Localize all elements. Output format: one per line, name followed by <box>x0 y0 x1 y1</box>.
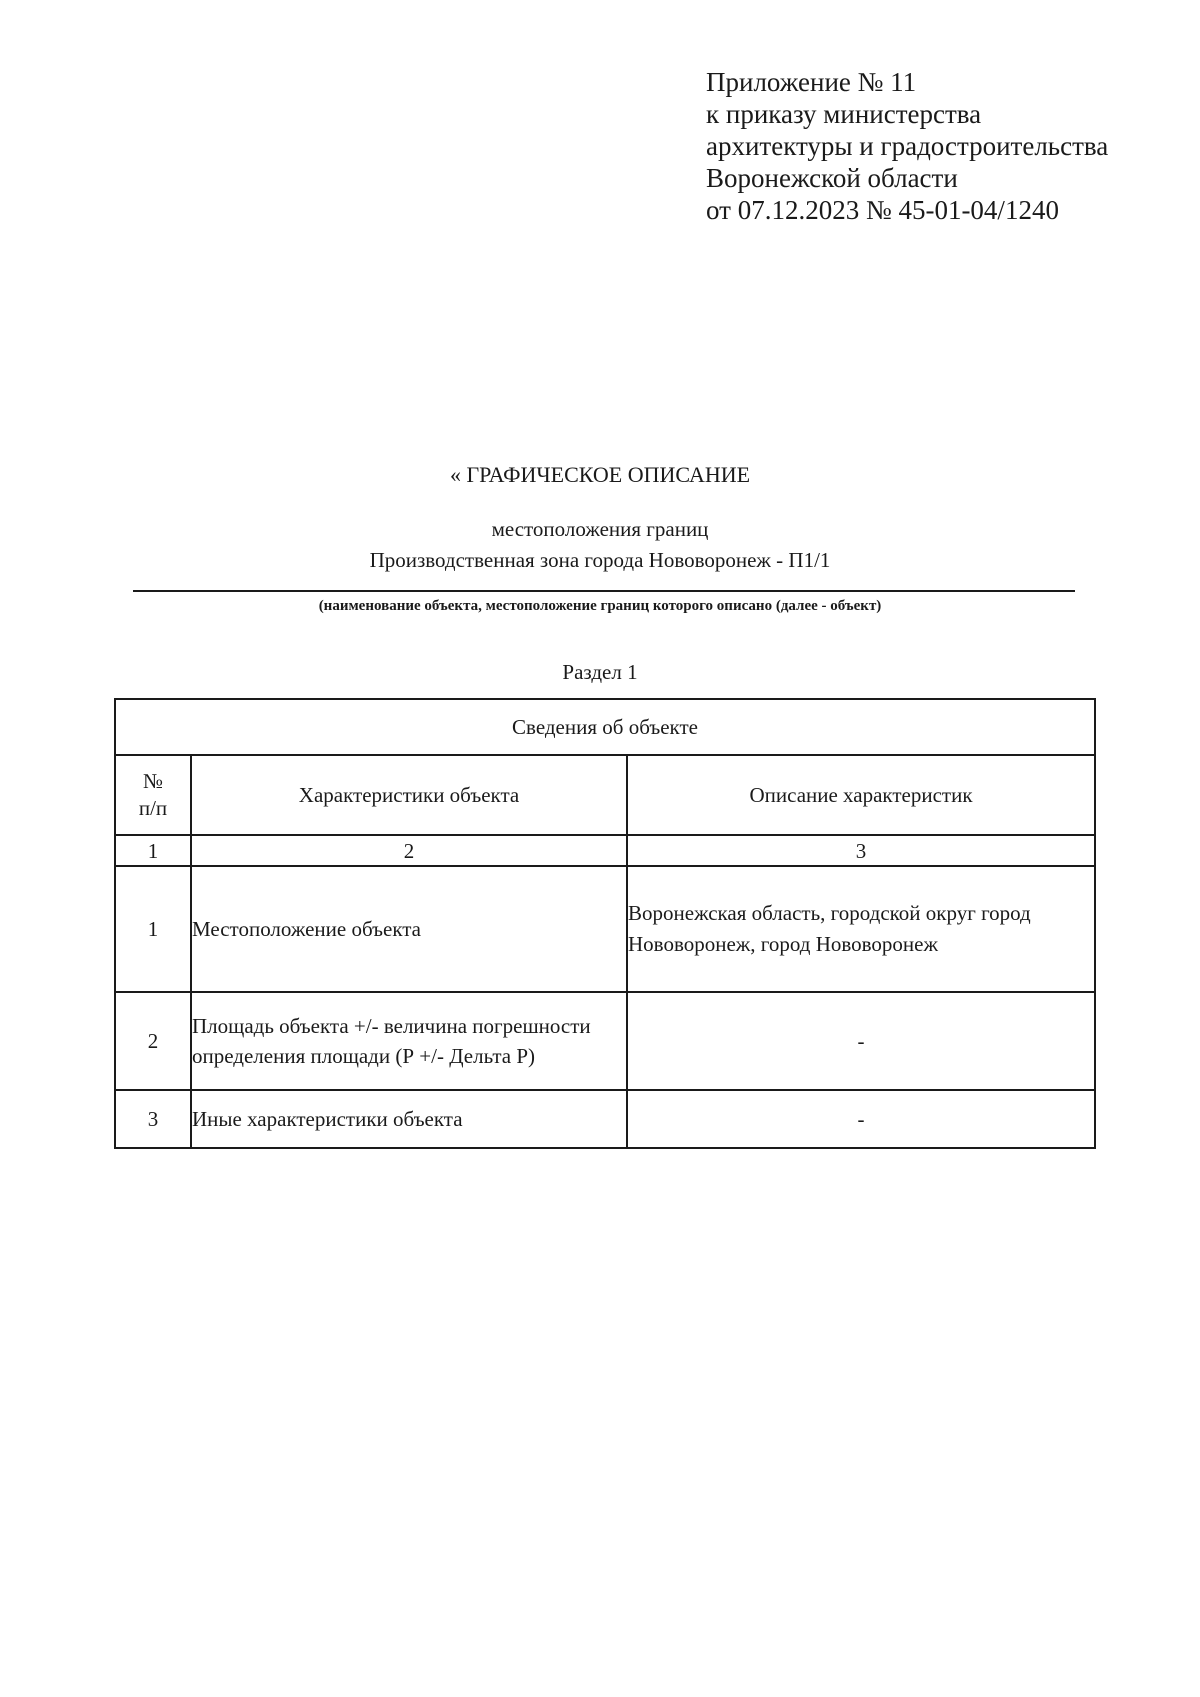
object-name: Производственная зона города Нововоронеж - П1/1 <box>369 548 831 572</box>
appendix-line: архитектуры и градостроительства <box>706 131 1109 161</box>
column-number: 2 <box>191 835 627 866</box>
row-description: - <box>627 1090 1095 1148</box>
appendix-line: к приказу министерства <box>706 99 982 129</box>
object-name-caption: (наименование объекта, местоположение границ которого описано (далее - объект) <box>318 598 882 614</box>
table-caption: Сведения об объекте <box>115 699 1095 755</box>
appendix-line: Приложение № 11 <box>706 67 917 97</box>
table-row <box>115 992 1095 1090</box>
section-label: Раздел 1 <box>562 660 638 684</box>
row-description: - <box>627 992 1095 1090</box>
appendix-line: от 07.12.2023 № 45-01-04/1240 <box>706 195 1059 225</box>
row-characteristic: Площадь объекта +/- величина погрешности определения площади (Р +/- Дельта Р) <box>191 992 627 1090</box>
document-title: « ГРАФИЧЕСКОЕ ОПИСАНИЕ <box>449 462 751 487</box>
header-number-label: № п/п <box>138 769 168 820</box>
row-characteristic: Местоположение объекта <box>191 866 627 992</box>
document-subtitle: местоположения границ <box>491 517 709 541</box>
column-number: 3 <box>627 835 1095 866</box>
table-row <box>115 1090 1095 1148</box>
row-characteristic: Иные характеристики объекта <box>191 1090 627 1148</box>
row-number: 1 <box>115 866 191 992</box>
row-description: Воронежская область, городской округ город Нововоронеж, город Нововоронеж <box>627 866 1095 992</box>
column-number: 1 <box>115 835 191 866</box>
object-name-underline <box>133 590 1075 592</box>
appendix-line: Воронежской области <box>706 163 958 193</box>
row-number: 2 <box>115 992 191 1090</box>
row-number: 3 <box>115 1090 191 1148</box>
column-number-row <box>115 835 1095 866</box>
header-description: Описание характеристик <box>627 755 1095 835</box>
appendix-header <box>706 66 1176 226</box>
object-info-table <box>114 698 1096 1149</box>
table-header-row <box>115 755 1095 835</box>
header-number <box>115 755 191 835</box>
header-characteristic: Характеристики объекта <box>191 755 627 835</box>
table-row <box>115 866 1095 992</box>
table-caption-row <box>115 699 1095 755</box>
